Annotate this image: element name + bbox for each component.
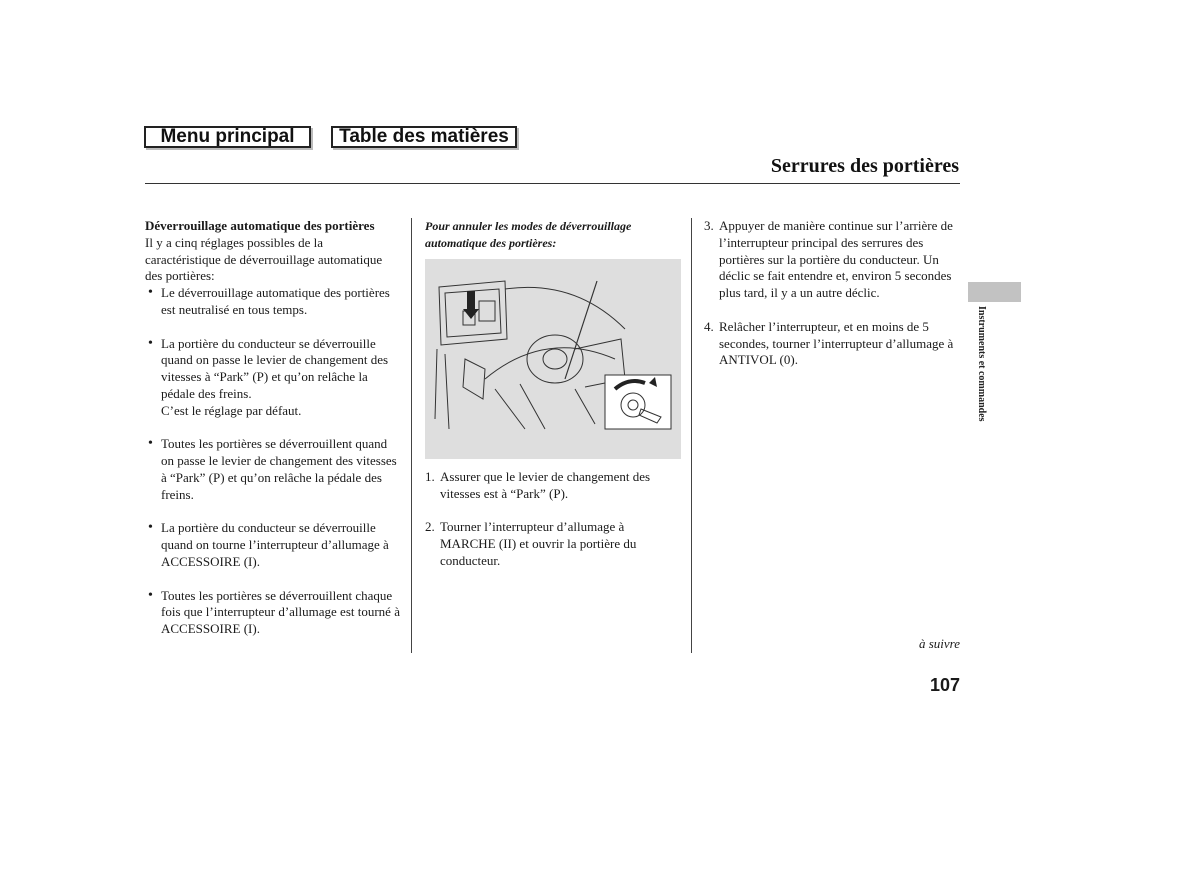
list-item [425, 469, 683, 503]
list-item [145, 285, 400, 319]
chapter-label-text: Instruments et commandes [976, 306, 987, 422]
step-text: Assurer que le levier de changement des vitesses est à “Park” (P). [440, 469, 651, 501]
page-number: 107 [929, 675, 960, 695]
instruction-steps [425, 469, 683, 570]
table-of-contents-button[interactable]: Table des matières [331, 126, 517, 148]
middle-column [425, 218, 683, 587]
header-rule [145, 183, 960, 184]
column-divider [691, 218, 692, 653]
step-number: 1. [425, 469, 435, 484]
list-item-text: La portière du conducteur se déverrouille quand on tourne l’interrupteur d’allumage à ACCESSOIRE (I). [161, 520, 389, 569]
default-note: C’est le réglage par défaut. [161, 402, 302, 418]
continued-note: à suivre [918, 636, 960, 651]
step-number: 2. [425, 519, 435, 535]
left-column [145, 218, 400, 655]
chapter-tab [968, 282, 1021, 302]
step-text: Relâcher l’interrupteur, et en moins de 5 secondes, tourner l’interrupteur d’allumage à ANTIVOL (0). [719, 318, 954, 368]
list-item [704, 319, 962, 369]
list-item-text: Toutes les portières se déverrouillent quand on passe le levier de changement des vitesses à “Park” (P) et qu’on relâche la pédale des freins. [161, 436, 397, 502]
figure-caption: Pour annuler les modes de déverrouillage automatique des portières: [425, 219, 632, 250]
step-number: 4. [704, 318, 714, 334]
step-text: Appuyer de manière continue sur l’arrière de l’interrupteur principal des serrures des portières sur la portière du conducteur. Un déclic se fait entendre et, environ 5 secondes plus tard, il y a un autre déclic. [719, 218, 953, 301]
list-item [145, 588, 400, 638]
intro-paragraph: Il y a cinq réglages possibles de la caractéristique de déverrouillage automatique des portières: [145, 234, 383, 284]
column-divider [411, 218, 412, 653]
chapter-label [975, 306, 989, 446]
list-item-text: La portière du conducteur se déverrouille quand on passe le levier de changement des vitesses à “Park” (P) et qu’on relâche la pédale des freins. [161, 335, 389, 401]
list-item [145, 336, 400, 420]
section-title: Serrures des portières [770, 155, 959, 177]
list-item [145, 520, 400, 570]
step-text: Tourner l’interrupteur d’allumage à MARCHE (II) et ouvrir la portière du conducteur. [440, 519, 637, 568]
dashboard-illustration [425, 259, 681, 459]
list-item [425, 519, 683, 569]
list-item [145, 436, 400, 503]
list-item-text: Toutes les portières se déverrouillent chaque fois que l’interrupteur d’allumage est tourné à ACCESSOIRE (I). [161, 587, 400, 637]
step-number: 3. [704, 218, 714, 233]
setting-list [145, 285, 400, 638]
instruction-steps [704, 218, 962, 369]
main-menu-button[interactable]: Menu principal [144, 126, 311, 148]
right-column [704, 218, 962, 386]
list-item [704, 218, 962, 302]
dashboard-door-lock-ignition-icon [425, 259, 681, 459]
list-item-text: Le déverrouillage automatique des portières est neutralisé en tous temps. [161, 285, 390, 317]
subsection-heading: Déverrouillage automatique des portières [145, 218, 375, 233]
